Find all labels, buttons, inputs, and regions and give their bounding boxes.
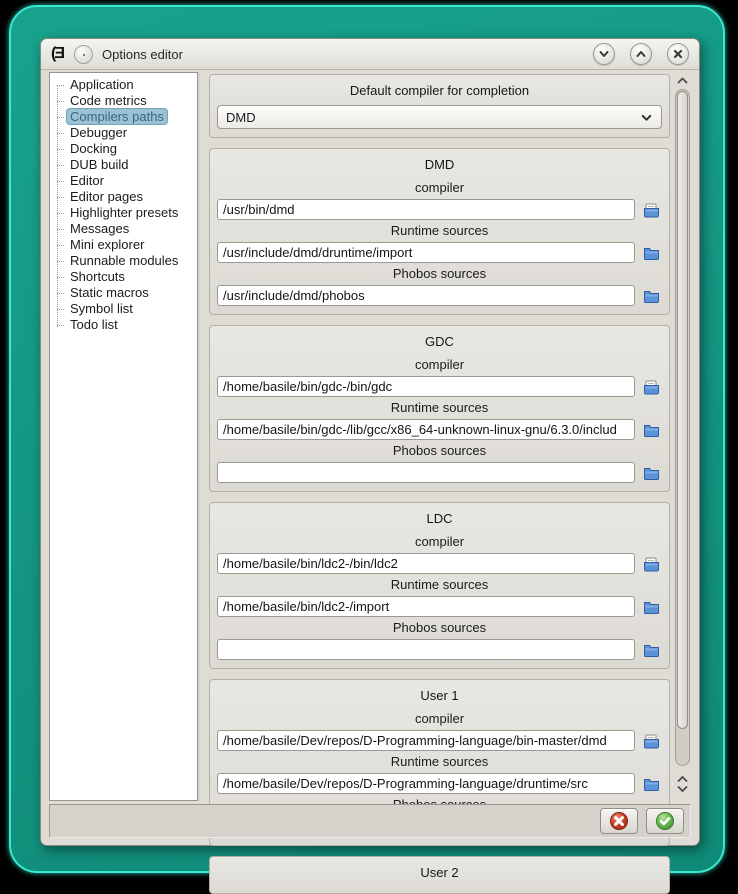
browse-file-button[interactable] [640,377,662,397]
client-area [49,72,691,880]
ldc-phobos-sources-input[interactable] [217,639,635,660]
sidebar-item-runnable-modules[interactable]: Runnable modules [64,253,195,269]
group-dmd [209,148,670,315]
field-label: Phobos sources [392,443,487,458]
close-icon [672,48,684,60]
close-button[interactable] [667,43,689,65]
group-user2 [209,856,670,894]
sidebar-item-todo-list[interactable]: Todo list [64,317,195,333]
open-folder-icon [643,642,660,658]
user1-runtime-sources-input[interactable] [217,773,635,794]
field-label: compiler [414,711,465,726]
browse-file-button[interactable] [640,554,662,574]
browse-folder-button[interactable] [640,420,662,440]
group-title: DMD [424,157,455,172]
group-title: Default compiler for completion [349,83,530,98]
open-folder-icon [643,422,660,438]
ldc-runtime-sources-input[interactable] [217,596,635,617]
open-file-icon [643,733,660,749]
category-tree [54,77,195,333]
chevron-down-icon [598,48,610,60]
browse-folder-button[interactable] [640,463,662,483]
field-label: compiler [414,534,465,549]
field-label: Runtime sources [390,400,489,415]
options-editor-window [40,38,700,880]
group-ldc [209,502,670,669]
open-file-icon [643,202,660,218]
open-folder-icon [643,776,660,792]
sidebar-item-editor[interactable]: Editor [64,173,195,189]
vertical-scrollbar[interactable] [674,72,691,801]
shade-down-button[interactable] [593,43,615,65]
open-file-icon [643,556,660,572]
browse-file-button[interactable] [640,200,662,220]
statusbar [49,804,691,838]
open-folder-icon [643,245,660,261]
scrollbar-track[interactable] [675,89,690,766]
gdc-compiler-input[interactable] [217,376,635,397]
open-folder-icon [643,599,660,615]
ldc-compiler-input[interactable] [217,553,635,574]
group-title: User 1 [420,688,459,703]
splitter[interactable] [198,72,207,801]
group-gdc [209,325,670,492]
sidebar-item-static-macros[interactable]: Static macros [64,285,195,301]
category-list [49,72,198,801]
field-label: compiler [414,357,465,372]
sidebar-item-mini-explorer[interactable]: Mini explorer [64,237,195,253]
cancel-cross-icon [609,811,629,831]
scroll-up-button[interactable] [674,72,691,88]
group-title: LDC [426,511,453,526]
browse-folder-button[interactable] [640,640,662,660]
scroll-viewport [207,72,672,880]
titlebar[interactable] [41,39,699,70]
browse-folder-button[interactable] [640,243,662,263]
scrollbar-thumb[interactable] [677,91,688,729]
shade-up-button[interactable] [630,43,652,65]
field-label: Phobos sources [392,620,487,635]
gdc-runtime-sources-input[interactable] [217,419,635,440]
sidebar-item-application[interactable]: Application [64,77,195,93]
compilers-paths-panel [207,72,691,880]
browse-folder-button[interactable] [640,286,662,306]
dmd-runtime-sources-input[interactable] [217,242,635,263]
browse-file-button[interactable] [640,731,662,751]
default-compiler-select[interactable] [217,105,662,129]
group-default-compiler [209,74,670,138]
sidebar-item-messages[interactable]: Messages [64,221,195,237]
browse-folder-button[interactable] [640,597,662,617]
chevron-up-icon[interactable] [677,775,688,783]
accept-check-icon [655,811,675,831]
field-label: compiler [414,180,465,195]
group-title: User 2 [420,865,459,880]
sidebar-item-code-metrics[interactable]: Code metrics [64,93,195,109]
window-menu-button[interactable] [74,45,93,64]
sidebar-item-editor-pages[interactable]: Editor pages [64,189,195,205]
sidebar-item-dub-build[interactable]: DUB build [64,157,195,173]
open-folder-icon [643,465,660,481]
open-folder-icon [643,288,660,304]
sidebar-item-compilers-paths[interactable]: Compilers paths [64,109,195,125]
sidebar-item-symbol-list[interactable]: Symbol list [64,301,195,317]
group-title: GDC [425,334,454,349]
sidebar-item-shortcuts[interactable]: Shortcuts [64,269,195,285]
window-title: Options editor [102,46,183,62]
browse-folder-button[interactable] [640,774,662,794]
combo-selected-value: DMD [226,109,256,125]
gdc-phobos-sources-input[interactable] [217,462,635,483]
field-label: Runtime sources [390,223,489,238]
chevron-up-icon [635,48,647,60]
open-file-icon [643,379,660,395]
sidebar-item-docking[interactable]: Docking [64,141,195,157]
chevron-up-icon [677,76,688,85]
sidebar-item-highlighter-presets[interactable]: Highlighter presets [64,205,195,221]
chevron-down-icon[interactable] [677,785,688,793]
cancel-button[interactable] [600,808,638,834]
field-label: Runtime sources [390,577,489,592]
coedit-logo-icon: (Ǝ [51,45,63,62]
user1-compiler-input[interactable] [217,730,635,751]
dmd-compiler-input[interactable] [217,199,635,220]
accept-button[interactable] [646,808,684,834]
field-label: Runtime sources [390,754,489,769]
sidebar-item-debugger[interactable]: Debugger [64,125,195,141]
chevron-down-icon [640,111,653,124]
field-label: Phobos sources [392,266,487,281]
dmd-phobos-sources-input[interactable] [217,285,635,306]
